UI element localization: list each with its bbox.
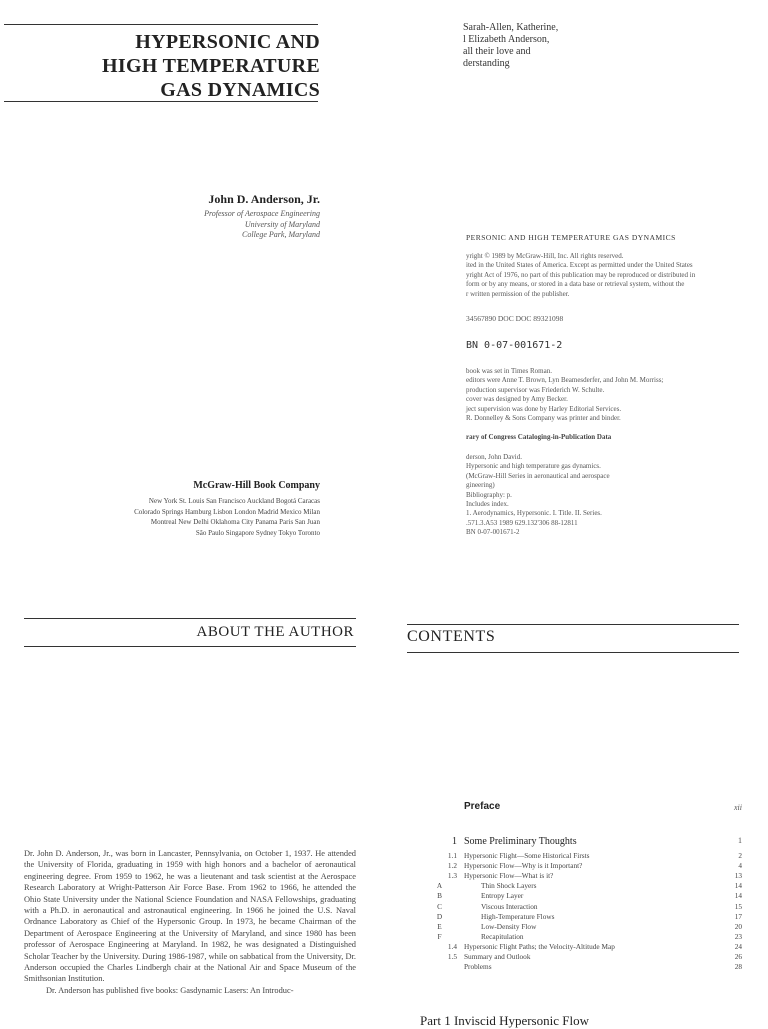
toc-entry-number: C bbox=[437, 901, 442, 911]
dedication-line: Sarah-Allen, Katherine, bbox=[463, 22, 559, 33]
copyright-line: yright © 1989 by McGraw-Hill, Inc. All rights reserved. bbox=[466, 252, 624, 260]
contents-top-rule bbox=[407, 624, 739, 625]
cip-heading: rary of Congress Cataloging-in-Publication Data bbox=[466, 433, 612, 441]
publisher-cities bbox=[40, 496, 320, 538]
chapter-title: Some Preliminary Thoughts bbox=[464, 836, 577, 847]
printing-line: 34567890 DOC DOC 89321098 bbox=[466, 314, 564, 323]
chapter-number: 1 bbox=[452, 836, 457, 847]
toc-entry-number: A bbox=[436, 881, 443, 891]
toc-preface[interactable]: Preface bbox=[464, 801, 501, 812]
toc-entry-number: B bbox=[437, 891, 442, 901]
dedication-line: all their love and bbox=[463, 46, 531, 57]
affiliation-line: University of Maryland bbox=[244, 219, 320, 229]
toc-entry[interactable] bbox=[405, 871, 742, 881]
production-line: book was set in Times Roman. bbox=[466, 367, 552, 375]
toc-part-heading[interactable]: Part 1 Inviscid Hypersonic Flow bbox=[420, 1013, 589, 1028]
toc-entry-number: 1.1 bbox=[447, 851, 457, 860]
affiliation-line: Professor of Aerospace Engineering bbox=[204, 209, 320, 218]
about-bottom-rule bbox=[24, 646, 356, 647]
cities-line: Montreal New Delhi Oklahoma City Panama Paris San Juan bbox=[150, 518, 320, 526]
dedication-line: derstanding bbox=[463, 58, 510, 69]
production-line: ject supervision was done by Harley Editorial Services. bbox=[466, 404, 622, 413]
dedication-line: l Elizabeth Anderson, bbox=[463, 34, 550, 45]
toc-entry[interactable] bbox=[405, 922, 742, 932]
cip-line: Bibliography: p. bbox=[466, 490, 512, 499]
production-line: production supervisor was Friederich W. Schulte. bbox=[466, 385, 605, 394]
production-line: cover was designed by Amy Becker. bbox=[466, 395, 568, 404]
about-top-rule bbox=[24, 618, 356, 619]
title-line: HIGH TEMPERATURE bbox=[102, 55, 320, 77]
toc-entry[interactable] bbox=[405, 962, 742, 972]
toc-entry-number: 1.2 bbox=[447, 861, 457, 871]
title-top-rule bbox=[4, 24, 318, 25]
toc-entry-page: 15 bbox=[734, 901, 742, 911]
toc-entry-page: 28 bbox=[734, 962, 742, 972]
cip-line: Hypersonic and high temperature gas dynamics. bbox=[466, 462, 601, 471]
toc-entry-number: D bbox=[436, 911, 443, 921]
toc-entry-title: Hypersonic Flight Paths; the Velocity-Altitude Map bbox=[464, 941, 615, 951]
copyright-line: ited in the United States of America. Except as permitted under the United States bbox=[466, 261, 693, 270]
toc-entry-title: Thin Shock Layers bbox=[481, 881, 537, 891]
toc-entry-page: 20 bbox=[734, 921, 742, 931]
toc-entry-page: 24 bbox=[734, 941, 742, 951]
copyright-line: yright Act of 1976, no part of this publication may be reproduced or distributed in bbox=[466, 270, 696, 279]
toc-entry-page: 14 bbox=[734, 891, 742, 901]
dedication bbox=[463, 22, 558, 70]
title-bottom-rule bbox=[4, 101, 318, 102]
isbn-label: BN 0-07-001671-2 bbox=[466, 340, 563, 351]
toc-entry[interactable] bbox=[405, 861, 742, 871]
production-line: R. Donnelley & Sons Company was printer and binder. bbox=[466, 414, 621, 423]
affiliation-line: College Park, Maryland bbox=[242, 230, 320, 239]
copyright-line: form or by any means, or stored in a data base or retrieval system, without the bbox=[466, 280, 685, 289]
cities-line: São Paulo Singapore Sydney Tokyo Toronto bbox=[195, 528, 320, 537]
toc-entry[interactable] bbox=[405, 942, 742, 952]
bio-paragraph: Dr. Anderson has published five books: Gasdynamic Lasers: An Introduc- bbox=[46, 985, 294, 995]
toc-entry-number: 1.4 bbox=[447, 941, 457, 951]
title-line: GAS DYNAMICS bbox=[160, 79, 320, 101]
cities-line: New York St. Louis San Francisco Auckland Bogotá Caracas bbox=[148, 497, 320, 505]
toc-entry-page: 17 bbox=[734, 911, 742, 921]
toc-entry-page: 23 bbox=[734, 931, 742, 941]
production-credits bbox=[466, 367, 663, 423]
about-heading: ABOUT THE AUTHOR bbox=[196, 624, 354, 640]
toc-entry[interactable] bbox=[405, 902, 742, 912]
toc-entry[interactable] bbox=[405, 932, 742, 942]
toc-entry-page: 4 bbox=[738, 861, 742, 871]
cip-line: BN 0-07-001671-2 bbox=[466, 528, 520, 537]
contents-bottom-rule bbox=[407, 652, 739, 653]
toc-entry-title: High-Temperature Flows bbox=[481, 911, 555, 921]
cities-line: Colorado Springs Hamburg Lisbon London Madrid Mexico Milan bbox=[134, 507, 320, 516]
toc-entry-title: Hypersonic Flight—Some Historical Firsts bbox=[464, 851, 590, 860]
author-biography bbox=[24, 848, 356, 996]
toc-entry-title: Entropy Layer bbox=[481, 891, 524, 901]
toc-entry-title: Hypersonic Flow—Why is it Important? bbox=[464, 861, 583, 871]
toc-entry-page: 13 bbox=[734, 871, 742, 881]
toc-entry[interactable] bbox=[405, 912, 742, 922]
toc-entry[interactable] bbox=[405, 952, 742, 962]
cip-line: derson, John David. bbox=[466, 453, 522, 461]
toc-chapter[interactable] bbox=[405, 836, 742, 847]
copyright-notice bbox=[466, 252, 695, 299]
toc-entry-title: Recapitulation bbox=[481, 931, 524, 941]
publisher-name: McGraw-Hill Book Company bbox=[193, 480, 320, 491]
toc-entry-page: 26 bbox=[734, 952, 742, 961]
title-line: HYPERSONIC AND bbox=[135, 31, 320, 53]
cip-line: (McGraw-Hill Series in aeronautical and aerospace bbox=[466, 471, 610, 480]
toc-entry-page: 14 bbox=[734, 881, 742, 891]
cip-line: gineering) bbox=[466, 481, 495, 490]
book-title bbox=[40, 30, 320, 102]
toc-entry-number: F bbox=[437, 931, 442, 941]
toc-entry-title: Viscous Interaction bbox=[481, 901, 538, 911]
author-name: John D. Anderson, Jr. bbox=[208, 192, 320, 206]
copyright-line: r written permission of the publisher. bbox=[466, 289, 570, 298]
toc-entry-title: Low-Density Flow bbox=[481, 921, 537, 931]
toc-entry[interactable] bbox=[405, 891, 742, 901]
cip-line: .571.3.A53 1989 629.132'306 88-12811 bbox=[466, 518, 578, 527]
cip-line: Includes index. bbox=[466, 500, 509, 509]
toc-entry-title: Problems bbox=[464, 962, 492, 972]
toc-preface-page: xii bbox=[734, 803, 742, 812]
toc-entry-number: 1.5 bbox=[447, 952, 457, 961]
toc-entry-page: 2 bbox=[738, 851, 742, 860]
toc-entry[interactable] bbox=[405, 851, 742, 861]
toc-entry-number: E bbox=[437, 921, 442, 931]
cip-data bbox=[466, 453, 610, 538]
chapter-page: 1 bbox=[738, 836, 742, 845]
author-affiliation bbox=[100, 209, 320, 241]
copyright-book-title: PERSONIC AND HIGH TEMPERATURE GAS DYNAMICS bbox=[466, 233, 676, 242]
contents-heading: CONTENTS bbox=[407, 628, 496, 645]
toc-entry[interactable] bbox=[405, 881, 742, 891]
production-line: editors were Anne T. Brown, Lyn Beamesderfer, and John M. Morriss; bbox=[466, 376, 664, 385]
bio-paragraph: Dr. John D. Anderson, Jr., was born in Lancaster, Pennsylvania, on October 1, 1937. He attended the University of Florida, graduating in 1959 with high honors and a bachelor of aeronautical engineering degree. From 1959 to 1962, he was a lieutenant and task scientist at the Aerospace Research Laboratory at Wright-Patterson Air Force Base. From 1962 to 1966, he attended the Ohio State University under the National Science Foundation and NASA Fellowships, graduating with a Ph.D. in aeronautical and astronautical engineering. In 1966 he joined the U.S. Naval Ordnance Laboratory as Chief of the Hypersonic Group. In 1973, he became Chairman of the Department of Aerospace Engineering at the University of Maryland, and since 1980 has been professor of Aerospace Engineering at Maryland. In 1982, he was designated a Distinguished Scholar Teacher by the University. During 1986-1987, while on sabbatical from the University, Dr. Anderson occupied the Charles Lindbergh chair at the National Air and Space Museum of the Smithsonian Institution. bbox=[24, 849, 356, 984]
toc-entry-title: Summary and Outlook bbox=[464, 952, 531, 961]
cip-line: 1. Aerodynamics, Hypersonic. I. Title. II. Series. bbox=[466, 509, 602, 518]
toc-entry-number: 1.3 bbox=[447, 871, 457, 881]
toc-entry-title: Hypersonic Flow—What is it? bbox=[464, 871, 554, 881]
